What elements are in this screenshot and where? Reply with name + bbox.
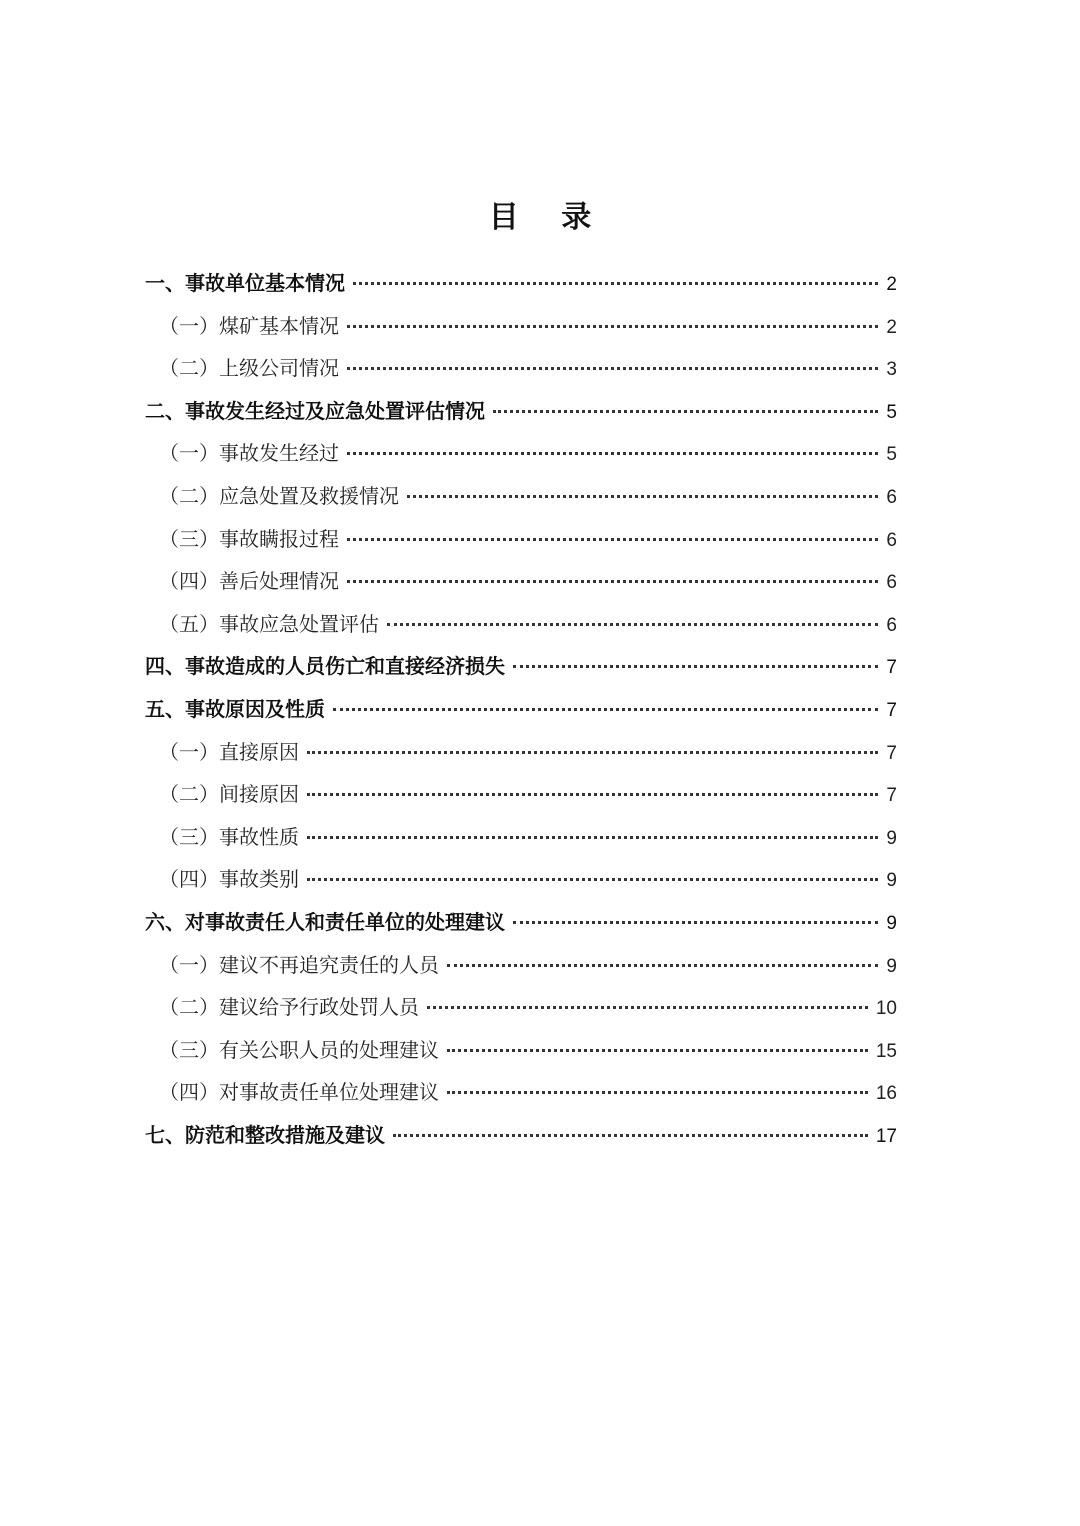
toc-dot-leader bbox=[347, 452, 878, 455]
toc-entry[interactable] bbox=[145, 816, 897, 859]
toc-dot-leader bbox=[407, 495, 878, 498]
toc-page-number: 7 bbox=[886, 657, 897, 679]
toc-entry-label: （二）上级公司情况 bbox=[159, 356, 339, 381]
toc-entry[interactable] bbox=[145, 944, 897, 987]
toc-dot-leader bbox=[447, 1049, 868, 1052]
toc-page-number: 6 bbox=[886, 529, 897, 551]
toc-entry-label: （二）间接原因 bbox=[159, 782, 299, 807]
toc-entry-label: （四）事故类别 bbox=[159, 867, 299, 892]
toc-entry-label: 七、防范和整改措施及建议 bbox=[145, 1122, 385, 1147]
toc-entry-label: （五）事故应急处置评估 bbox=[159, 611, 379, 636]
toc-dot-leader bbox=[307, 793, 878, 796]
toc-entry[interactable] bbox=[145, 518, 897, 561]
toc-page-number: 17 bbox=[875, 1125, 897, 1147]
toc-dot-leader bbox=[307, 878, 878, 881]
toc-entry-label: 四、事故造成的人员伤亡和直接经济损失 bbox=[145, 654, 505, 679]
toc-entry-label: 一、事故单位基本情况 bbox=[145, 271, 345, 295]
toc-page-number: 6 bbox=[886, 572, 897, 594]
toc-page-number: 6 bbox=[886, 614, 897, 636]
toc-dot-leader bbox=[387, 623, 878, 626]
toc-entry-label: （一）直接原因 bbox=[159, 739, 299, 764]
toc-entry[interactable] bbox=[145, 1071, 897, 1114]
toc-dot-leader bbox=[447, 964, 878, 967]
toc-page-number: 9 bbox=[886, 827, 897, 849]
toc-entry-label: （二）建议给予行政处罚人员 bbox=[159, 995, 419, 1020]
toc-entry[interactable] bbox=[145, 432, 897, 475]
toc-entry-label: 六、对事故责任人和责任单位的处理建议 bbox=[145, 909, 505, 934]
toc-entry-label: （三）有关公职人员的处理建议 bbox=[159, 1037, 439, 1062]
toc-page-number: 6 bbox=[886, 486, 897, 508]
toc-dot-leader bbox=[427, 1006, 868, 1009]
toc-dot-leader bbox=[307, 751, 878, 754]
toc-entry-label: 五、事故原因及性质 bbox=[145, 696, 325, 721]
toc-page-number: 16 bbox=[875, 1083, 897, 1105]
toc-entry[interactable] bbox=[145, 475, 897, 518]
toc-page-number: 7 bbox=[886, 699, 897, 721]
toc-entry-label: （四）对事故责任单位处理建议 bbox=[159, 1080, 439, 1105]
toc-dot-leader bbox=[347, 367, 878, 370]
toc-dot-leader bbox=[447, 1091, 868, 1094]
toc-entry-label: （一）事故发生经过 bbox=[159, 441, 339, 466]
toc-entry[interactable] bbox=[145, 390, 897, 433]
toc-entry[interactable] bbox=[145, 858, 897, 901]
toc-dot-leader bbox=[307, 836, 878, 839]
toc-page-number: 2 bbox=[886, 274, 897, 295]
toc-entry-label: （二）应急处置及救援情况 bbox=[159, 483, 399, 508]
toc-entry-label: （一）建议不再追究责任的人员 bbox=[159, 952, 439, 977]
toc-entry-label: （一）煤矿基本情况 bbox=[159, 313, 339, 338]
toc-dot-leader bbox=[333, 708, 878, 711]
toc-entry[interactable] bbox=[145, 645, 897, 688]
toc-entry[interactable] bbox=[145, 688, 897, 731]
toc-dot-leader bbox=[513, 921, 878, 924]
toc-dot-leader bbox=[347, 580, 878, 583]
toc-entry[interactable] bbox=[145, 901, 897, 944]
toc-entry[interactable] bbox=[145, 347, 897, 390]
toc-dot-leader bbox=[347, 325, 878, 328]
toc-entry[interactable] bbox=[145, 603, 897, 646]
toc-page-number: 5 bbox=[886, 401, 897, 423]
toc-entry[interactable] bbox=[145, 262, 897, 305]
toc-entry[interactable] bbox=[145, 1114, 897, 1157]
toc-page-number: 7 bbox=[886, 742, 897, 764]
toc-entry[interactable] bbox=[145, 1029, 897, 1072]
toc-page-number: 2 bbox=[886, 316, 897, 338]
toc-entry-label: 二、事故发生经过及应急处置评估情况 bbox=[145, 398, 485, 423]
toc-entry-label: （四）善后处理情况 bbox=[159, 569, 339, 594]
toc-entry[interactable] bbox=[145, 773, 897, 816]
toc-page-number: 9 bbox=[886, 870, 897, 892]
toc-page-number: 10 bbox=[875, 998, 897, 1020]
toc-page-number: 3 bbox=[886, 359, 897, 381]
toc-page-number: 15 bbox=[875, 1040, 897, 1062]
toc-entry[interactable] bbox=[145, 986, 897, 1029]
toc-dot-leader bbox=[393, 1134, 868, 1137]
toc-dot-leader bbox=[347, 538, 878, 541]
toc-page-number: 9 bbox=[886, 912, 897, 934]
toc-dot-leader bbox=[353, 282, 878, 285]
toc-page-number: 9 bbox=[886, 955, 897, 977]
page-title: 目 录 bbox=[488, 200, 608, 235]
toc-page-number: 7 bbox=[886, 785, 897, 807]
toc-entry-label: （三）事故瞒报过程 bbox=[159, 526, 339, 551]
table-of-contents bbox=[145, 262, 897, 1156]
toc-dot-leader bbox=[513, 665, 878, 668]
toc-page-number: 5 bbox=[886, 444, 897, 466]
toc-dot-leader bbox=[493, 410, 878, 413]
toc-entry[interactable] bbox=[145, 305, 897, 348]
toc-entry-label: （三）事故性质 bbox=[159, 824, 299, 849]
toc-entry[interactable] bbox=[145, 731, 897, 774]
toc-entry[interactable] bbox=[145, 560, 897, 603]
